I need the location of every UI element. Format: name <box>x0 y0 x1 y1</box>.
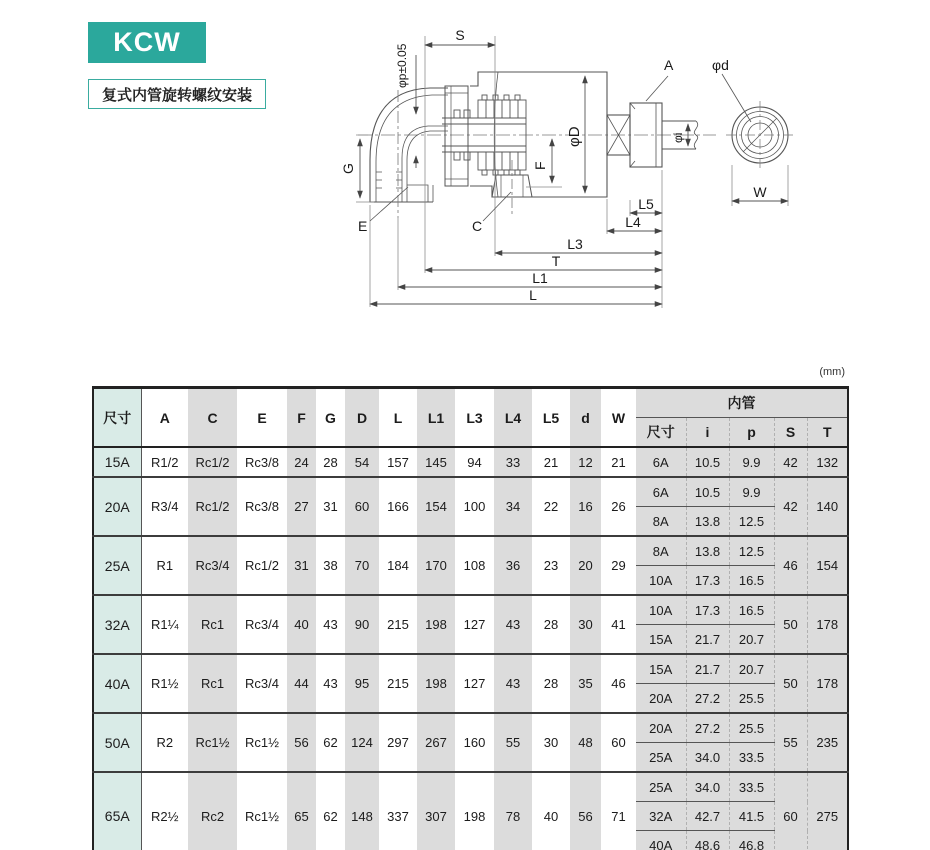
row-size-cell: 25A <box>93 536 141 595</box>
value-cell: 70 <box>345 536 379 595</box>
column-header: L4 <box>494 388 532 448</box>
value-cell: 43 <box>316 654 345 713</box>
inner-s-cell: 50 <box>774 654 807 713</box>
dim-label-f: F <box>532 161 548 170</box>
value-cell: 60 <box>345 477 379 536</box>
dim-label-c: C <box>472 218 483 234</box>
column-header: W <box>601 388 636 448</box>
value-cell: Rc3/4 <box>237 595 287 654</box>
inner-p-cell: 25.5 <box>729 713 774 743</box>
value-cell: 71 <box>601 772 636 850</box>
inner-p-cell: 16.5 <box>729 566 774 596</box>
value-cell: 157 <box>379 447 417 477</box>
row-size-cell: 65A <box>93 772 141 850</box>
value-cell: 16 <box>570 477 601 536</box>
unit-note: (mm) <box>819 366 845 378</box>
value-cell: 28 <box>532 595 570 654</box>
table-row <box>93 595 848 625</box>
value-cell: Rc1½ <box>237 772 287 850</box>
value-cell: 65 <box>287 772 316 850</box>
value-cell: 28 <box>532 654 570 713</box>
inner-t-cell: 178 <box>807 654 848 713</box>
inner-i-cell: 27.2 <box>686 713 729 743</box>
value-cell: 145 <box>417 447 455 477</box>
value-cell: 29 <box>601 536 636 595</box>
dimension-labels <box>340 27 767 303</box>
inner-i-cell: 27.2 <box>686 684 729 714</box>
dim-label-phi-D: φD <box>566 126 583 147</box>
table-row <box>93 477 848 507</box>
value-cell: 43 <box>494 654 532 713</box>
value-cell: 160 <box>455 713 494 772</box>
column-header: d <box>570 388 601 448</box>
dim-label-l1: L1 <box>532 270 548 286</box>
value-cell: 48 <box>570 713 601 772</box>
value-cell: Rc1½ <box>237 713 287 772</box>
dim-label-phi-p: φp±0.05 <box>395 43 409 88</box>
inner-t-cell: 275 <box>807 772 848 850</box>
value-cell: 166 <box>379 477 417 536</box>
inner-size-cell: 8A <box>636 507 686 537</box>
value-cell: 148 <box>345 772 379 850</box>
inner-i-cell: 34.0 <box>686 772 729 802</box>
value-cell: 108 <box>455 536 494 595</box>
inner-size-cell: 15A <box>636 625 686 655</box>
table-head <box>93 388 848 448</box>
technical-drawing <box>330 0 850 340</box>
value-cell: 94 <box>455 447 494 477</box>
value-cell: 34 <box>494 477 532 536</box>
value-cell: 26 <box>601 477 636 536</box>
inner-i-cell: 13.8 <box>686 507 729 537</box>
value-cell: 62 <box>316 713 345 772</box>
inner-size-cell: 10A <box>636 595 686 625</box>
value-cell: Rc1 <box>188 595 237 654</box>
value-cell: 124 <box>345 713 379 772</box>
column-header: L1 <box>417 388 455 448</box>
value-cell: 40 <box>287 595 316 654</box>
inner-size-cell: 25A <box>636 772 686 802</box>
inner-p-cell: 12.5 <box>729 507 774 537</box>
inner-i-cell: 48.6 <box>686 831 729 850</box>
value-cell: 90 <box>345 595 379 654</box>
inner-i-cell: 34.0 <box>686 743 729 773</box>
dim-label-l: L <box>529 287 537 303</box>
dim-label-l4: L4 <box>625 214 641 230</box>
value-cell: 27 <box>287 477 316 536</box>
value-cell: 22 <box>532 477 570 536</box>
inner-t-cell: 140 <box>807 477 848 536</box>
inner-i-cell: 10.5 <box>686 447 729 477</box>
inner-p-cell: 46.8 <box>729 831 774 850</box>
inner-size-cell: 15A <box>636 654 686 684</box>
dim-label-phi-d: φd <box>712 57 729 73</box>
value-cell: 40 <box>532 772 570 850</box>
inner-p-cell: 20.7 <box>729 654 774 684</box>
value-cell: R1/2 <box>141 447 188 477</box>
flange-outline <box>445 86 468 186</box>
dim-label-l5: L5 <box>638 196 654 212</box>
column-header: D <box>345 388 379 448</box>
dim-label-g: G <box>340 163 356 174</box>
value-cell: 100 <box>455 477 494 536</box>
inner-s-cell: 50 <box>774 595 807 654</box>
value-cell: 30 <box>532 713 570 772</box>
hex-section <box>607 115 630 155</box>
inner-size-cell: 6A <box>636 477 686 507</box>
inner-i-cell: 21.7 <box>686 625 729 655</box>
inner-i-cell: 17.3 <box>686 595 729 625</box>
inner-column-header: i <box>686 418 729 448</box>
inner-i-cell: 17.3 <box>686 566 729 596</box>
value-cell: 38 <box>316 536 345 595</box>
dimension-table <box>92 386 849 850</box>
column-header: L <box>379 388 417 448</box>
value-cell: 198 <box>455 772 494 850</box>
value-cell: 154 <box>417 477 455 536</box>
value-cell: Rc3/8 <box>237 447 287 477</box>
inner-column-header: p <box>729 418 774 448</box>
inner-size-cell: 20A <box>636 713 686 743</box>
inner-p-cell: 33.5 <box>729 743 774 773</box>
inner-s-cell: 60 <box>774 772 807 850</box>
value-cell: 21 <box>532 447 570 477</box>
column-header: E <box>237 388 287 448</box>
table-row <box>93 713 848 743</box>
value-cell: 198 <box>417 595 455 654</box>
value-cell: R1½ <box>141 654 188 713</box>
value-cell: 24 <box>287 447 316 477</box>
inner-group-header: 内管 <box>636 388 848 418</box>
value-cell: Rc3/4 <box>237 654 287 713</box>
row-size-cell: 40A <box>93 654 141 713</box>
dim-label-w: W <box>753 184 767 200</box>
value-cell: Rc1/2 <box>237 536 287 595</box>
value-cell: 30 <box>570 595 601 654</box>
value-cell: R3/4 <box>141 477 188 536</box>
inner-column-header: S <box>774 418 807 448</box>
value-cell: 55 <box>494 713 532 772</box>
value-cell: 35 <box>570 654 601 713</box>
value-cell: 307 <box>417 772 455 850</box>
inner-p-cell: 9.9 <box>729 477 774 507</box>
row-size-cell: 50A <box>93 713 141 772</box>
inner-i-cell: 21.7 <box>686 654 729 684</box>
inner-size-cell: 25A <box>636 743 686 773</box>
value-cell: 43 <box>316 595 345 654</box>
value-cell: 267 <box>417 713 455 772</box>
inner-i-cell: 10.5 <box>686 477 729 507</box>
value-cell: 56 <box>287 713 316 772</box>
column-header: L3 <box>455 388 494 448</box>
inner-p-cell: 33.5 <box>729 772 774 802</box>
value-cell: 44 <box>287 654 316 713</box>
column-header: L5 <box>532 388 570 448</box>
dim-label-s: S <box>455 27 465 43</box>
value-cell: 127 <box>455 595 494 654</box>
model-badge: KCW <box>88 22 206 63</box>
dim-label-t: T <box>551 253 561 269</box>
inner-column-header: 尺寸 <box>636 418 686 448</box>
extension-lines <box>356 36 788 308</box>
inner-p-cell: 41.5 <box>729 802 774 831</box>
value-cell: Rc1½ <box>188 713 237 772</box>
value-cell: Rc3/8 <box>237 477 287 536</box>
value-cell: R1¼ <box>141 595 188 654</box>
value-cell: 33 <box>494 447 532 477</box>
row-size-cell: 15A <box>93 447 141 477</box>
dim-label-l3: L3 <box>567 236 583 252</box>
value-cell: 215 <box>379 595 417 654</box>
inner-size-cell: 40A <box>636 831 686 850</box>
table-row <box>93 536 848 566</box>
value-cell: 56 <box>570 772 601 850</box>
value-cell: 198 <box>417 654 455 713</box>
inner-size-cell: 20A <box>636 684 686 714</box>
value-cell: 41 <box>601 595 636 654</box>
value-cell: 31 <box>287 536 316 595</box>
inner-t-cell: 178 <box>807 595 848 654</box>
value-cell: 21 <box>601 447 636 477</box>
value-cell: 170 <box>417 536 455 595</box>
value-cell: 95 <box>345 654 379 713</box>
value-cell: 43 <box>494 595 532 654</box>
inner-size-cell: 32A <box>636 802 686 831</box>
inner-s-cell: 42 <box>774 447 807 477</box>
table-row <box>93 654 848 684</box>
dimension-lines <box>360 45 788 304</box>
value-cell: 12 <box>570 447 601 477</box>
dim-label-a: A <box>664 57 674 73</box>
value-cell: 20 <box>570 536 601 595</box>
column-header: 尺寸 <box>93 388 141 448</box>
inner-p-cell: 16.5 <box>729 595 774 625</box>
value-cell: Rc1 <box>188 654 237 713</box>
inner-i-cell: 13.8 <box>686 536 729 566</box>
value-cell: R2½ <box>141 772 188 850</box>
value-cell: 78 <box>494 772 532 850</box>
page-subtitle: 复式内管旋转螺纹安装 <box>88 79 266 109</box>
inner-size-cell: 10A <box>636 566 686 596</box>
value-cell: 184 <box>379 536 417 595</box>
inner-s-cell: 55 <box>774 713 807 772</box>
column-header: C <box>188 388 237 448</box>
value-cell: 297 <box>379 713 417 772</box>
inner-s-cell: 42 <box>774 477 807 536</box>
value-cell: Rc3/4 <box>188 536 237 595</box>
value-cell: Rc1/2 <box>188 447 237 477</box>
value-cell: 60 <box>601 713 636 772</box>
inner-column-header: T <box>807 418 848 448</box>
value-cell: 215 <box>379 654 417 713</box>
value-cell: R1 <box>141 536 188 595</box>
column-header: A <box>141 388 188 448</box>
value-cell: R2 <box>141 713 188 772</box>
inner-size-cell: 8A <box>636 536 686 566</box>
table-row <box>93 772 848 802</box>
table-body <box>93 447 848 850</box>
inner-size-cell: 6A <box>636 447 686 477</box>
inner-p-cell: 20.7 <box>729 625 774 655</box>
dim-label-phi-i: φi <box>671 132 685 143</box>
value-cell: 31 <box>316 477 345 536</box>
body-outline <box>470 72 607 197</box>
value-cell: Rc1/2 <box>188 477 237 536</box>
row-size-cell: 32A <box>93 595 141 654</box>
value-cell: 62 <box>316 772 345 850</box>
column-header: F <box>287 388 316 448</box>
header-row <box>93 388 848 418</box>
inner-t-cell: 235 <box>807 713 848 772</box>
table-row <box>93 447 848 477</box>
inner-t-cell: 154 <box>807 536 848 595</box>
row-size-cell: 20A <box>93 477 141 536</box>
inner-p-cell: 9.9 <box>729 447 774 477</box>
inner-p-cell: 25.5 <box>729 684 774 714</box>
value-cell: Rc2 <box>188 772 237 850</box>
value-cell: 28 <box>316 447 345 477</box>
inner-s-cell: 46 <box>774 536 807 595</box>
value-cell: 337 <box>379 772 417 850</box>
value-cell: 36 <box>494 536 532 595</box>
inner-t-cell: 132 <box>807 447 848 477</box>
column-header: G <box>316 388 345 448</box>
value-cell: 54 <box>345 447 379 477</box>
dim-label-e: E <box>358 218 368 234</box>
value-cell: 46 <box>601 654 636 713</box>
value-cell: 127 <box>455 654 494 713</box>
inner-p-cell: 12.5 <box>729 536 774 566</box>
inner-i-cell: 42.7 <box>686 802 729 831</box>
value-cell: 23 <box>532 536 570 595</box>
elbow-outline <box>370 88 448 202</box>
